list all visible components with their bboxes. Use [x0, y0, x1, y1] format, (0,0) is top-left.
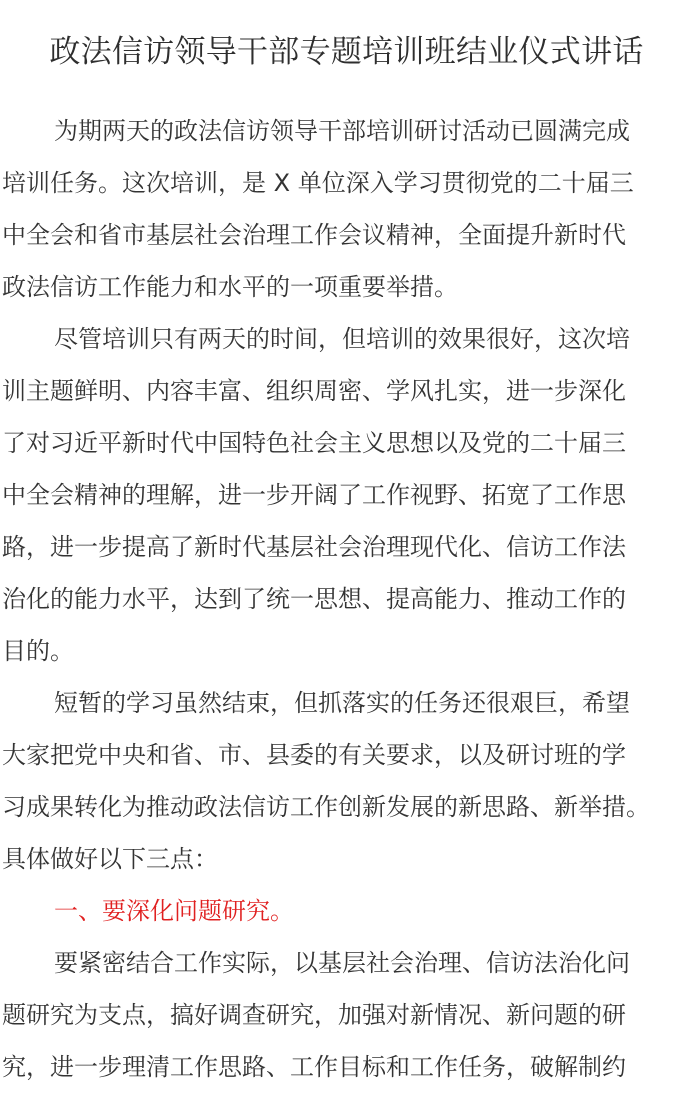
text-line: 习成果转化为推动政法信访工作创新发展的新思路、新举措。 [2, 793, 650, 821]
text-line: 短暂的学习虽然结束，但抓落实的任务还很艰巨，希望 [54, 689, 630, 717]
text-line: 中全会精神的理解，进一步开阔了工作视野、拓宽了工作思 [2, 481, 626, 509]
text-line: 大家把党中央和省、市、县委的有关要求，以及研讨班的学 [2, 741, 626, 769]
text-line: 为期两天的政法信访领导干部培训研讨活动已圆满完成 [54, 117, 630, 145]
text-line: 了对习近平新时代中国特色社会主义思想以及党的二十届三 [2, 429, 626, 457]
text-line: 治化的能力水平，达到了统一思想、提高能力、推动工作的 [2, 585, 626, 613]
text-line: 培训任务。这次培训，是 X 单位深入学习贯彻党的二十届三 [2, 169, 634, 197]
text-line: 究，进一步理清工作思路、工作目标和工作任务，破解制约 [2, 1053, 626, 1081]
section-heading: 一、要深化问题研究。 [54, 897, 294, 925]
text-line: 尽管培训只有两天的时间，但培训的效果很好，这次培 [54, 325, 630, 353]
text-line: 具体做好以下三点： [2, 845, 218, 873]
text-line: 政法信访工作能力和水平的一项重要举措。 [2, 273, 458, 301]
text-line: 要紧密结合工作实际，以基层社会治理、信访法治化问 [54, 949, 630, 977]
text-line: 目的。 [2, 637, 74, 665]
text-line: 训主题鲜明、内容丰富、组织周密、学风扎实，进一步深化 [2, 377, 626, 405]
document-title: 政法信访领导干部专题培训班结业仪式讲话 [49, 34, 644, 70]
document-body [2, 105, 692, 1093]
text-line: 题研究为支点，搞好调查研究，加强对新情况、新问题的研 [2, 1001, 626, 1029]
text-line: 中全会和省市基层社会治理工作会议精神，全面提升新时代 [2, 221, 626, 249]
text-line: 路，进一步提高了新时代基层社会治理现代化、信访工作法 [2, 533, 626, 561]
